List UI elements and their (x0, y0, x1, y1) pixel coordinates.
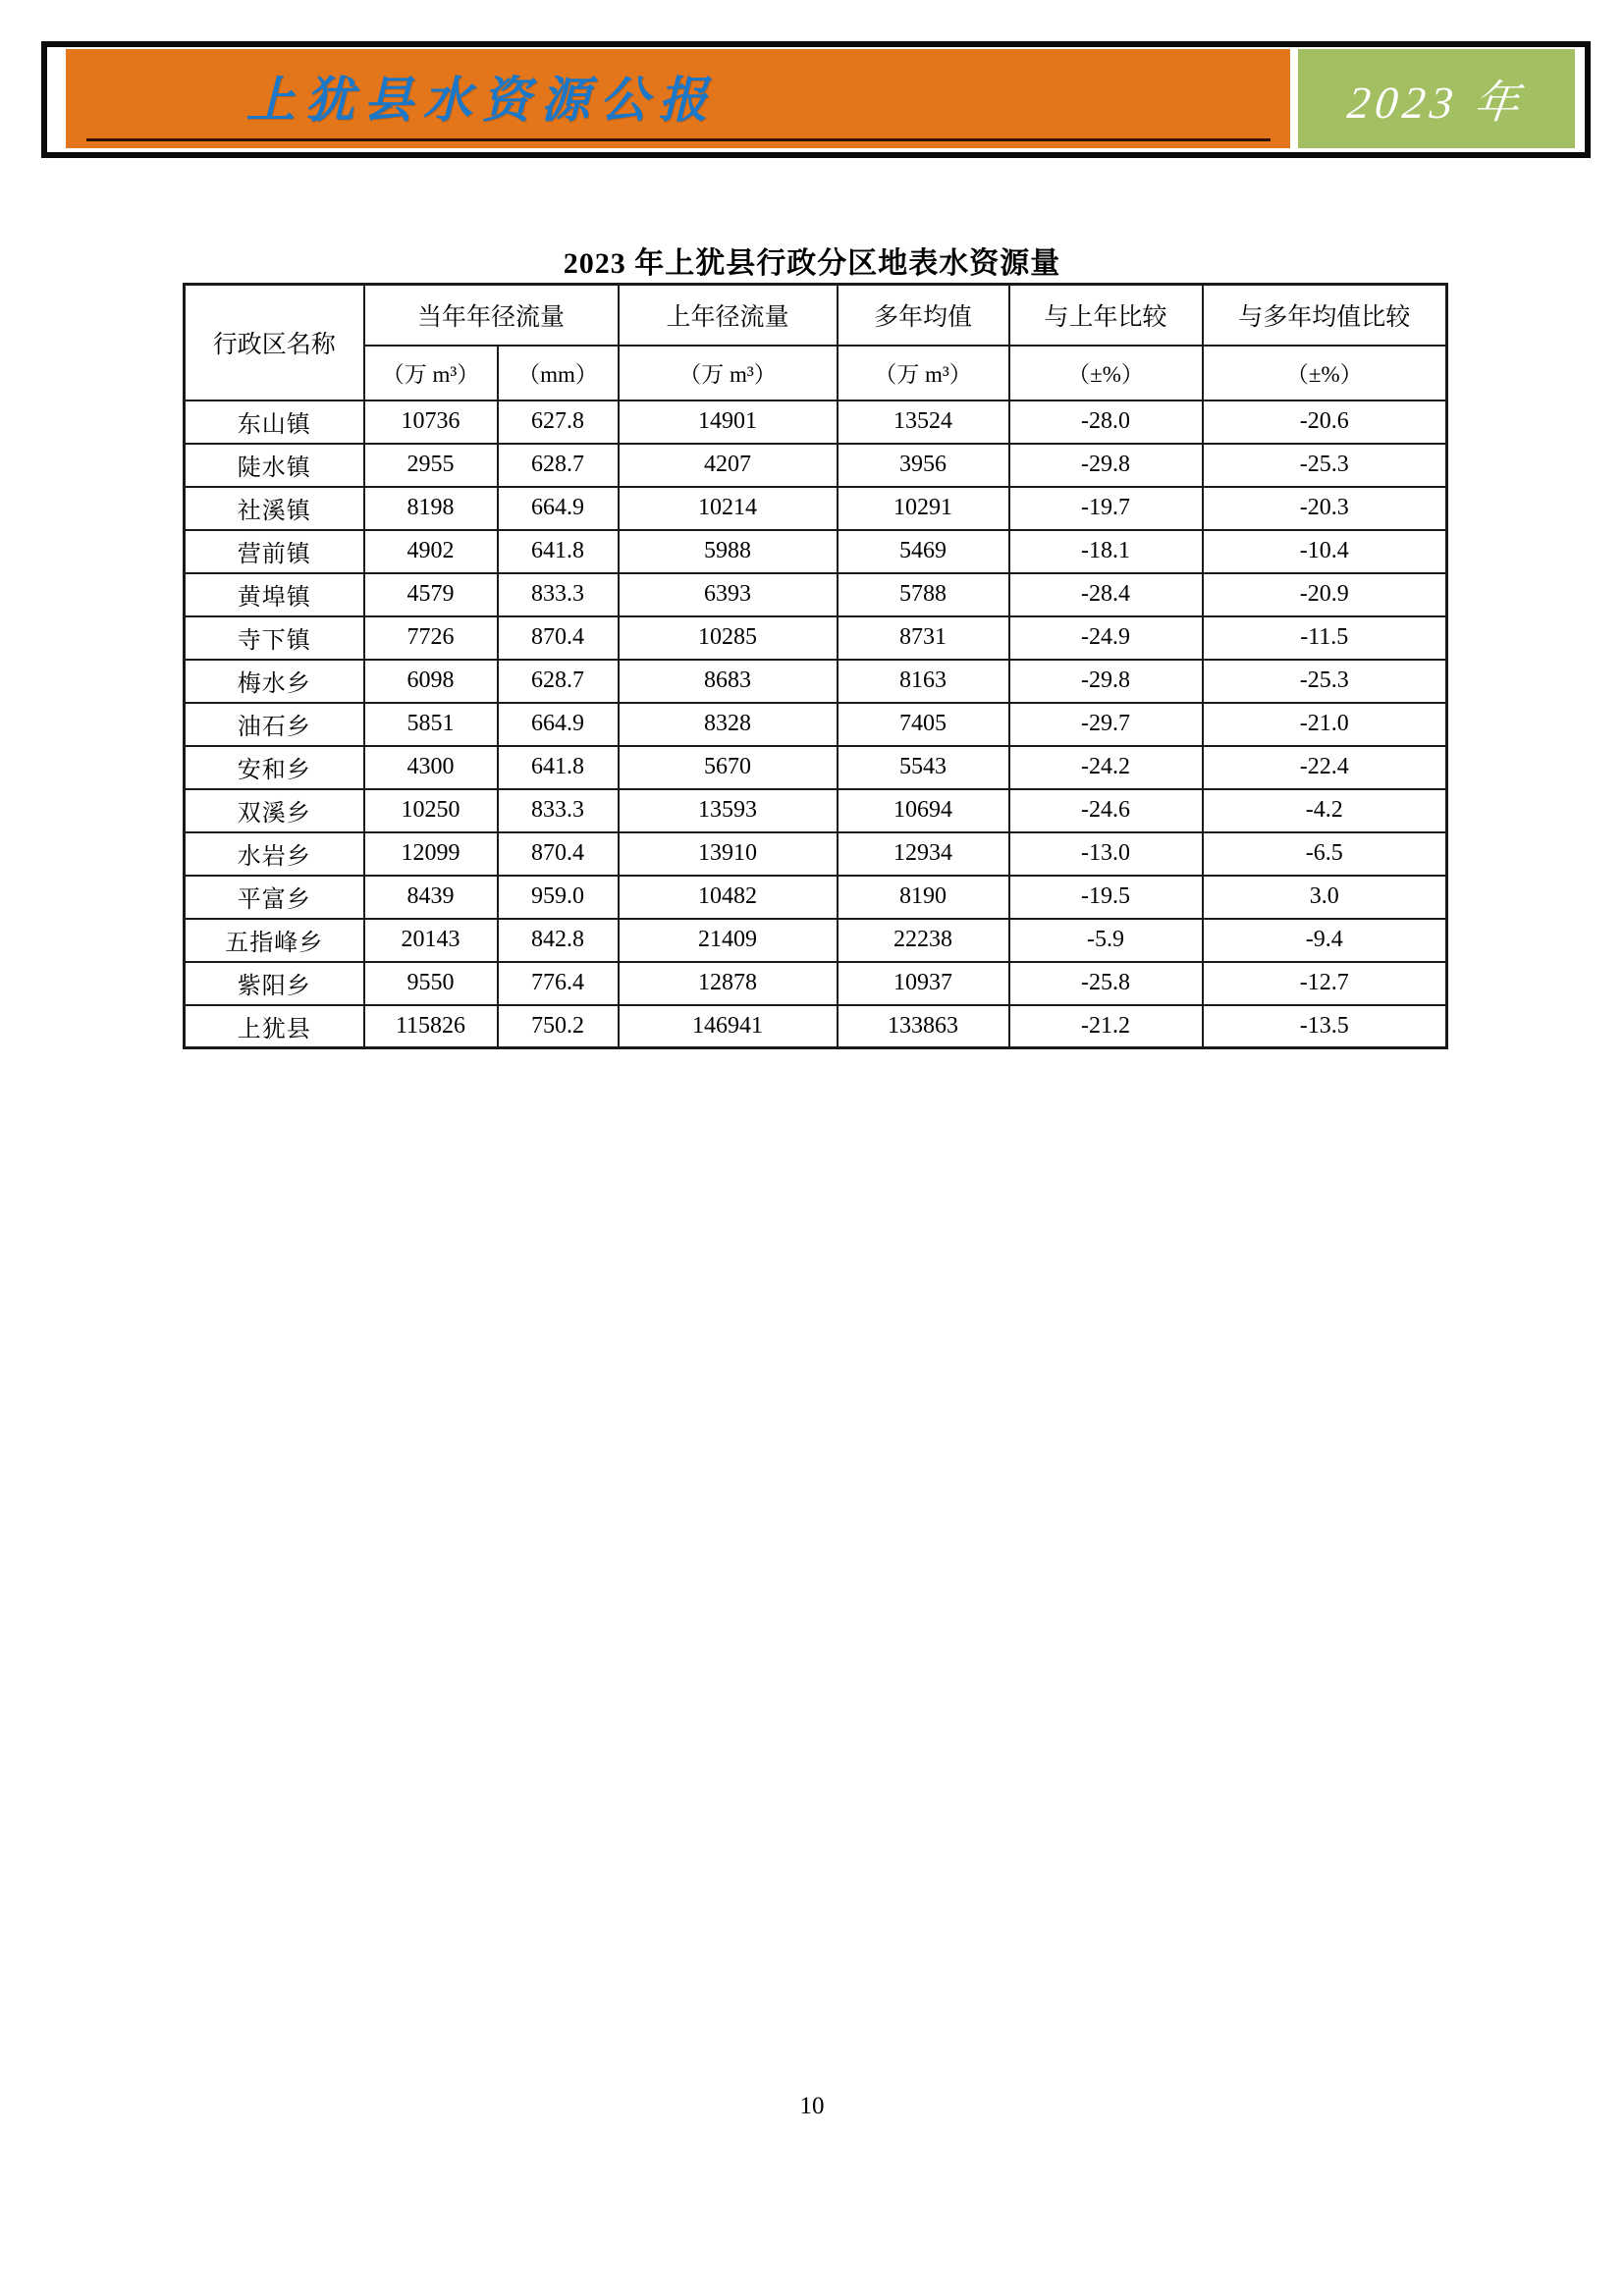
value-cell: 8731 (838, 616, 1009, 660)
value-cell: 7405 (838, 703, 1009, 746)
value-cell: 4579 (364, 573, 498, 616)
value-cell: -24.6 (1009, 789, 1203, 832)
value-cell: 8439 (364, 876, 498, 919)
value-cell: 5543 (838, 746, 1009, 789)
table-row (185, 573, 1447, 616)
col-header-multi-year-avg: 多年均值 (838, 285, 1009, 346)
value-cell: 21409 (619, 919, 838, 962)
value-cell: 10736 (364, 400, 498, 444)
value-cell: -18.1 (1009, 530, 1203, 573)
region-name-cell: 梅水乡 (185, 660, 364, 703)
value-cell: 870.4 (498, 832, 619, 876)
value-cell: 833.3 (498, 573, 619, 616)
value-cell: 5988 (619, 530, 838, 573)
table-row (185, 789, 1447, 832)
value-cell: -12.7 (1203, 962, 1447, 1005)
value-cell: 959.0 (498, 876, 619, 919)
value-cell: 9550 (364, 962, 498, 1005)
value-cell: 842.8 (498, 919, 619, 962)
value-cell: -5.9 (1009, 919, 1203, 962)
value-cell: 115826 (364, 1005, 498, 1048)
table-row (185, 660, 1447, 703)
value-cell: -25.3 (1203, 660, 1447, 703)
table-row (185, 746, 1447, 789)
value-cell: -24.9 (1009, 616, 1203, 660)
table-row (185, 832, 1447, 876)
value-cell: 10291 (838, 487, 1009, 530)
value-cell: 641.8 (498, 746, 619, 789)
unit-multi-year-avg: （万 m³） (838, 346, 1009, 400)
value-cell: 12934 (838, 832, 1009, 876)
region-name-cell: 水岩乡 (185, 832, 364, 876)
value-cell: 13593 (619, 789, 838, 832)
region-name-cell: 紫阳乡 (185, 962, 364, 1005)
region-name-cell: 五指峰乡 (185, 919, 364, 962)
value-cell: 8190 (838, 876, 1009, 919)
value-cell: -13.0 (1009, 832, 1203, 876)
value-cell: 8683 (619, 660, 838, 703)
region-name-cell: 油石乡 (185, 703, 364, 746)
header-banner (41, 41, 1591, 158)
value-cell: 641.8 (498, 530, 619, 573)
table-body (185, 400, 1447, 1048)
value-cell: 10285 (619, 616, 838, 660)
value-cell: -4.2 (1203, 789, 1447, 832)
value-cell: 8198 (364, 487, 498, 530)
value-cell: -10.4 (1203, 530, 1447, 573)
value-cell: -29.7 (1009, 703, 1203, 746)
value-cell: -25.3 (1203, 444, 1447, 487)
value-cell: 22238 (838, 919, 1009, 962)
table-row (185, 876, 1447, 919)
banner-title-area (66, 49, 1290, 148)
table-row (185, 400, 1447, 444)
value-cell: 10250 (364, 789, 498, 832)
value-cell: -9.4 (1203, 919, 1447, 962)
value-cell: -28.0 (1009, 400, 1203, 444)
unit-vs-multi-year-avg: （±%） (1203, 346, 1447, 400)
value-cell: 10214 (619, 487, 838, 530)
region-name-cell: 双溪乡 (185, 789, 364, 832)
header-unit-row (185, 346, 1447, 400)
value-cell: 146941 (619, 1005, 838, 1048)
value-cell: -19.5 (1009, 876, 1203, 919)
value-cell: 5851 (364, 703, 498, 746)
value-cell: -21.0 (1203, 703, 1447, 746)
value-cell: 870.4 (498, 616, 619, 660)
value-cell: 628.7 (498, 444, 619, 487)
value-cell: 4207 (619, 444, 838, 487)
region-name-cell: 黄埠镇 (185, 573, 364, 616)
value-cell: 7726 (364, 616, 498, 660)
value-cell: 2955 (364, 444, 498, 487)
region-name-cell: 寺下镇 (185, 616, 364, 660)
unit-vs-prev-year: （±%） (1009, 346, 1203, 400)
value-cell: 4300 (364, 746, 498, 789)
value-cell: -11.5 (1203, 616, 1447, 660)
col-header-vs-prev-year: 与上年比较 (1009, 285, 1203, 346)
value-cell: -20.6 (1203, 400, 1447, 444)
value-cell: 4902 (364, 530, 498, 573)
table-row (185, 703, 1447, 746)
value-cell: -21.2 (1009, 1005, 1203, 1048)
value-cell: 628.7 (498, 660, 619, 703)
table-row (185, 962, 1447, 1005)
value-cell: 8328 (619, 703, 838, 746)
value-cell: -24.2 (1009, 746, 1203, 789)
value-cell: 776.4 (498, 962, 619, 1005)
value-cell: 14901 (619, 400, 838, 444)
value-cell: -13.5 (1203, 1005, 1447, 1048)
value-cell: -29.8 (1009, 444, 1203, 487)
table-row (185, 1005, 1447, 1048)
value-cell: -6.5 (1203, 832, 1447, 876)
value-cell: -20.9 (1203, 573, 1447, 616)
table-row (185, 919, 1447, 962)
page-number: 10 (799, 2093, 825, 2119)
region-name-cell: 陡水镇 (185, 444, 364, 487)
region-name-cell: 东山镇 (185, 400, 364, 444)
value-cell: -25.8 (1009, 962, 1203, 1005)
year-badge-label: 2023 年 (1345, 77, 1528, 128)
value-cell: 664.9 (498, 487, 619, 530)
value-cell: 664.9 (498, 703, 619, 746)
value-cell: -28.4 (1009, 573, 1203, 616)
region-name-cell: 平富乡 (185, 876, 364, 919)
region-name-cell: 社溪镇 (185, 487, 364, 530)
region-name-cell: 上犹县 (185, 1005, 364, 1048)
value-cell: 12878 (619, 962, 838, 1005)
value-cell: 6393 (619, 573, 838, 616)
table-row (185, 487, 1447, 530)
value-cell: 13524 (838, 400, 1009, 444)
header-group-row (185, 285, 1447, 346)
value-cell: 6098 (364, 660, 498, 703)
value-cell: 8163 (838, 660, 1009, 703)
unit-current-runoff-volume: （万 m³） (364, 346, 498, 400)
value-cell: 133863 (838, 1005, 1009, 1048)
value-cell: 627.8 (498, 400, 619, 444)
col-header-current-runoff: 当年年径流量 (364, 285, 619, 346)
col-header-prev-runoff: 上年径流量 (619, 285, 838, 346)
value-cell: 3956 (838, 444, 1009, 487)
value-cell: -20.3 (1203, 487, 1447, 530)
col-header-region: 行政区名称 (185, 285, 364, 400)
value-cell: 10482 (619, 876, 838, 919)
table-title: 2023 年上犹县行政分区地表水资源量 (563, 247, 1061, 280)
value-cell: -19.7 (1009, 487, 1203, 530)
value-cell: 10937 (838, 962, 1009, 1005)
header-banner-inner (47, 47, 1585, 152)
value-cell: 3.0 (1203, 876, 1447, 919)
value-cell: 10694 (838, 789, 1009, 832)
col-header-vs-multi-year-avg: 与多年均值比较 (1203, 285, 1447, 346)
value-cell: 5469 (838, 530, 1009, 573)
region-name-cell: 安和乡 (185, 746, 364, 789)
value-cell: 5670 (619, 746, 838, 789)
banner-title: 上犹县水资源公报 (245, 72, 718, 128)
banner-underline (86, 138, 1271, 141)
year-badge (1298, 49, 1575, 148)
table-row (185, 444, 1447, 487)
value-cell: -22.4 (1203, 746, 1447, 789)
unit-current-runoff-depth: （mm） (498, 346, 619, 400)
surface-water-table (183, 283, 1448, 1049)
value-cell: 20143 (364, 919, 498, 962)
value-cell: 750.2 (498, 1005, 619, 1048)
region-name-cell: 营前镇 (185, 530, 364, 573)
table-header (185, 285, 1447, 400)
table-row (185, 616, 1447, 660)
table-row (185, 530, 1447, 573)
unit-prev-runoff: （万 m³） (619, 346, 838, 400)
value-cell: 13910 (619, 832, 838, 876)
value-cell: -29.8 (1009, 660, 1203, 703)
value-cell: 5788 (838, 573, 1009, 616)
value-cell: 12099 (364, 832, 498, 876)
value-cell: 833.3 (498, 789, 619, 832)
